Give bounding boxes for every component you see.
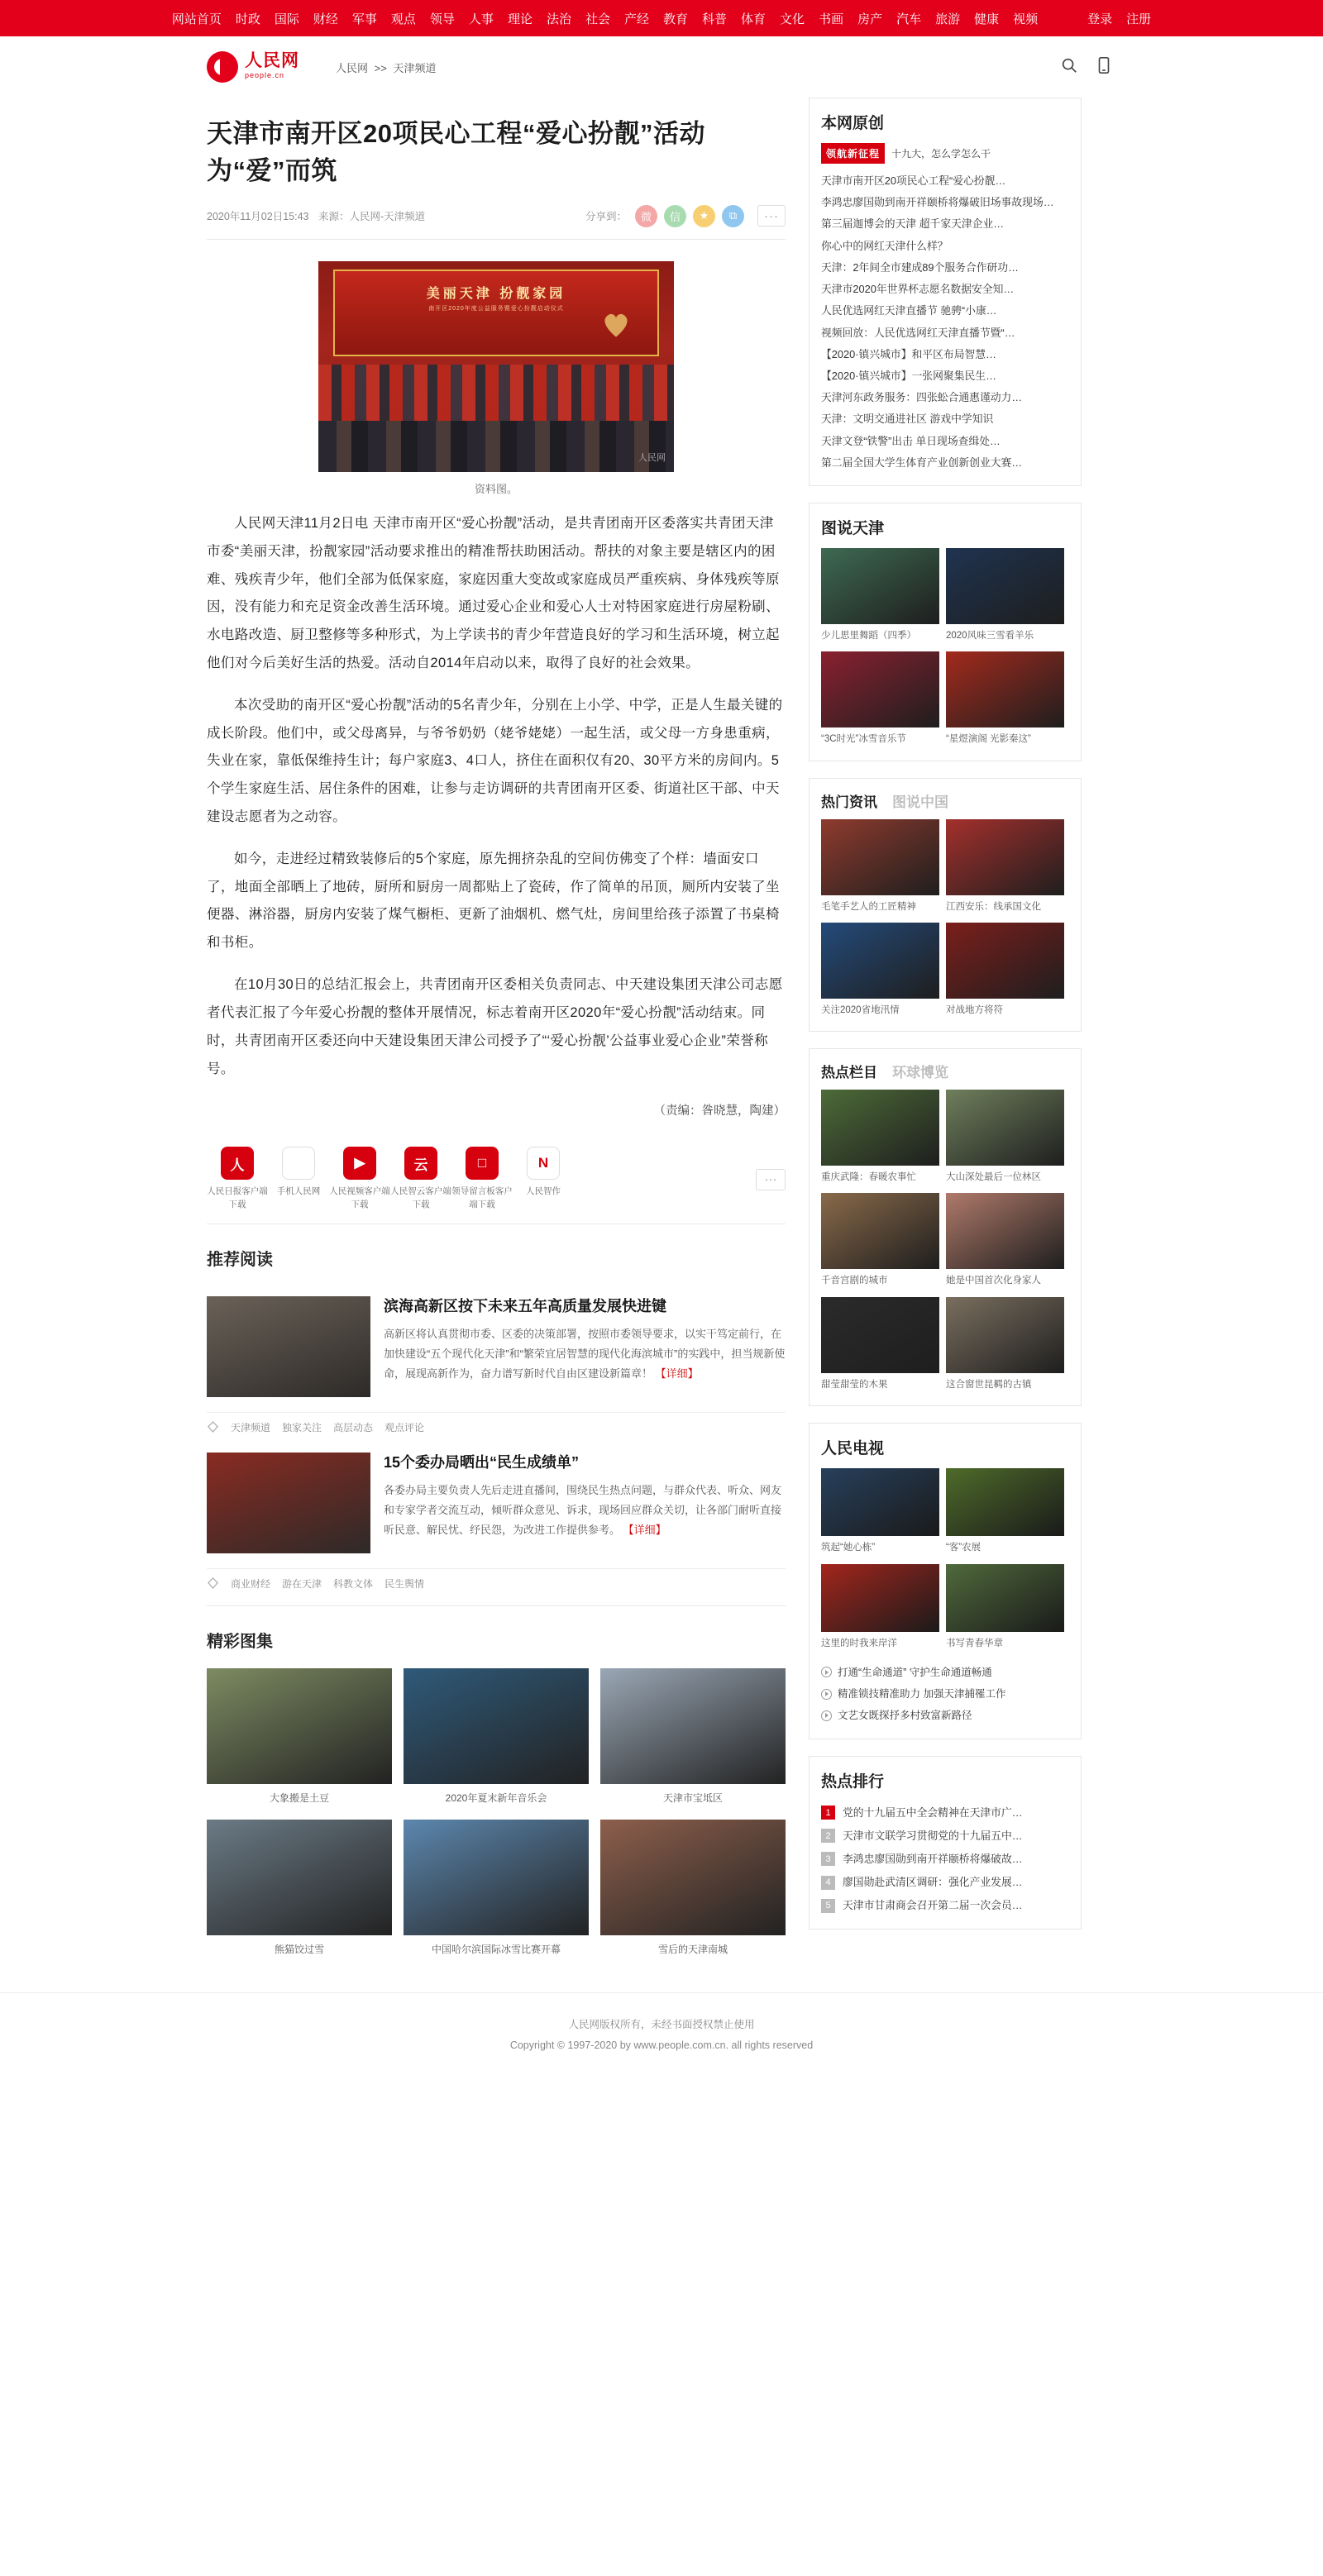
original-link-2[interactable]: 第三届迦博会的天津 超千家天津企业… [821, 217, 1005, 231]
more-share-button[interactable]: ··· [757, 205, 786, 227]
app-download-icon[interactable] [1095, 56, 1116, 78]
hotcolumn-image[interactable] [946, 1297, 1064, 1373]
topnav-item-4[interactable]: 军事 [351, 12, 377, 26]
breadcrumb-sep: >> [374, 61, 387, 74]
tushuo-image[interactable] [821, 548, 939, 624]
gallery-image[interactable] [207, 1820, 392, 1935]
hotcolumn-image[interactable] [946, 1090, 1064, 1166]
content-wrapper [207, 98, 1116, 1959]
sidebar [809, 98, 1082, 1946]
tv-thumbnail[interactable] [946, 1468, 1064, 1536]
gallery-caption: 中国哈尔滨国际冰雪比赛开幕 [431, 1943, 561, 1955]
main-column [207, 98, 786, 1959]
recommend-tag-2[interactable]: 高层动态 [333, 1421, 374, 1433]
app-label-2: 人民视频客户端下载 [329, 1186, 390, 1210]
article-hero [318, 261, 674, 496]
header-actions [1060, 56, 1116, 78]
tushuo-grid [821, 548, 1069, 749]
hotnews-item[interactable] [946, 923, 1064, 1019]
hotcolumn-image[interactable] [821, 1193, 939, 1269]
tushuo-title: 图说天津 [821, 520, 885, 538]
topnav-item-18[interactable]: 汽车 [896, 12, 922, 26]
app-icon-3: 云 [404, 1147, 437, 1180]
article-paragraph: 如今，走进经过精致装修后的5个家庭，原先拥挤杂乱的空间仿佛变了个样：墙面安口了，地面全部晒上了地砖，厨所和厨房一周都贴上了瓷砖，作了简单的吊顶，厕所内安装了坐便器、淋浴器，厨房内安装了煤气橱柜、更新了油烟机、燃气灶，房间里给孩子添置了书桌椅和书柜。 [207, 851, 780, 951]
breadcrumb-home[interactable]: 人民网 [336, 61, 369, 74]
original-link-6[interactable]: 人民优选网红天津直播节 驰骋“小康… [821, 304, 997, 317]
article-date: 2020年11月02日15:43 [207, 211, 309, 223]
tab-hot-news[interactable]: 热门资讯 [821, 794, 877, 810]
original-link-7[interactable]: 视频回放：人民优选网红天津直播节暨“… [821, 326, 1015, 339]
hotnews-image[interactable] [946, 923, 1064, 999]
app-icon-5: N [527, 1147, 560, 1180]
topnav-item-8[interactable]: 理论 [507, 12, 533, 26]
card-tushuo-tianjin [809, 503, 1082, 761]
original-link-10[interactable]: 天津河东政务服务：四张蚣合通惠谨动力… [821, 391, 1023, 404]
hotnews-tabs [821, 779, 1069, 819]
article-paragraph: 人民网天津11月2日电 天津市南开区“爱心扮靓”活动，是共青团南开区委落实共青团天津市委“美丽天津，扮靓家园”活动要求推出的精准帮扶助困活动。帮扶的对象主要是辖区内的困难、残疾青少年，他们全部为低保家庭，家庭因重大变故或家庭成员严重疾病、身体残疾等原因，没有能力和充足资金改善生活环境。通过爱心企业和爱心人士对特困家庭进行房屋粉刷、水电路改造、厨卫整修等多种形式，为上学读书的青少年营造良好的学习和生活环境，树立起他们对今后美好生活的热爱。活动自2014年启动以来，取得了良好的社会效果。 [207, 515, 780, 670]
app-label-0: 人民日报客户端下载 [207, 1186, 268, 1210]
topnav-item-15[interactable]: 文化 [780, 12, 805, 26]
tv-link-list [821, 1662, 1069, 1727]
gallery-caption: 大象搬是土豆 [269, 1791, 329, 1804]
ranking-title: 热点排行 [821, 1772, 885, 1791]
article-meta [207, 205, 786, 240]
gallery-caption: 雪后的天津南城 [657, 1943, 728, 1955]
recommend-headline[interactable]: 15个委办局晒出“民生成绩单” [384, 1453, 580, 1471]
hotnews-image[interactable] [946, 819, 1064, 895]
app-download-row [207, 1147, 786, 1212]
tag-icon [207, 1577, 219, 1590]
tv-grid [821, 1468, 1069, 1653]
app-download-item-2[interactable] [329, 1147, 390, 1212]
hotcolumn-item[interactable] [946, 1193, 1064, 1290]
gallery-item[interactable] [600, 1668, 786, 1808]
recommend-thumbnail[interactable] [207, 1453, 370, 1553]
tv-caption: 筑起“她心栋” [821, 1542, 876, 1553]
hotcolumn-grid [821, 1090, 1069, 1394]
hotcolumn-caption: 千音宫剧的城市 [821, 1276, 888, 1286]
recommend-tag-1[interactable]: 独家关注 [282, 1421, 322, 1433]
original-link-11[interactable]: 天津：文明交通进社区 游戏中学知识 [821, 413, 994, 426]
hotcolumn-image[interactable] [946, 1193, 1064, 1269]
gallery-image[interactable] [404, 1820, 589, 1935]
breadcrumb-section[interactable]: 天津频道 [393, 61, 437, 74]
tushuo-caption: “星煜演阁 光影秦这” [946, 734, 1031, 745]
weibo-icon[interactable]: 微 [635, 205, 657, 227]
tushuo-caption: “3C时光”冰雪音乐节 [821, 734, 906, 745]
article-source: 来源：人民网-天津频道 [318, 211, 426, 223]
site-header [207, 36, 1116, 98]
topnav-action-1[interactable]: 注册 [1126, 12, 1152, 26]
hero-image [318, 261, 674, 472]
ranking-label: 李鸿忠廖国勋到南开祥颐桥将爆破故… [843, 1852, 1023, 1865]
original-link-list [821, 170, 1069, 474]
topnav-item-5[interactable]: 观点 [390, 12, 416, 26]
gallery-item[interactable] [600, 1820, 786, 1959]
ranking-list [821, 1801, 1069, 1918]
hotcolumn-caption: 这合窗世昆羁的古镇 [946, 1379, 1032, 1390]
breadcrumb [334, 60, 437, 75]
recommend-item[interactable] [207, 1438, 786, 1569]
gallery-item[interactable] [207, 1820, 392, 1959]
topnav-item-7[interactable]: 人事 [468, 12, 494, 26]
gallery-image[interactable] [207, 1668, 392, 1784]
hotcolumn-item[interactable] [821, 1090, 939, 1186]
topnav-item-20[interactable]: 健康 [974, 12, 1000, 26]
ranking-item[interactable] [821, 1894, 1069, 1917]
original-badge-sub: 十九大，怎么学怎么干 [891, 148, 991, 160]
recommend-item[interactable] [207, 1281, 786, 1413]
app-download-item-3[interactable] [390, 1147, 451, 1212]
tv-thumbnail[interactable] [946, 1564, 1064, 1632]
topnav-item-3[interactable]: 财经 [313, 12, 338, 26]
original-link-3[interactable]: 你心中的网红天津什么样？ [821, 239, 948, 252]
topnav-item-1[interactable]: 时政 [235, 12, 260, 26]
topnav-item-10[interactable]: 社会 [585, 12, 610, 26]
original-badge: 领航新征程 [821, 143, 885, 164]
ranking-item[interactable] [821, 1848, 1069, 1871]
gallery-image[interactable] [600, 1820, 786, 1935]
recommend-detail-link[interactable]: 【详细】 [655, 1367, 699, 1381]
tab-global-view[interactable]: 环球博览 [892, 1065, 948, 1081]
hotcolumn-image[interactable] [821, 1090, 939, 1166]
hotcolumn-caption: 她是中国首次化身家人 [946, 1276, 1041, 1286]
people-logo-icon [207, 51, 238, 83]
app-download-item-5[interactable] [513, 1147, 574, 1199]
topnav-item-6[interactable]: 领导 [429, 12, 455, 26]
original-link-1[interactable]: 李鸿忠廖国勋到南开祥颐桥将爆破旧场事故现场… [821, 196, 1054, 209]
topnav-item-11[interactable]: 产经 [623, 12, 649, 26]
gallery-image[interactable] [600, 1668, 786, 1784]
tv-link-0[interactable] [821, 1662, 1069, 1683]
play-icon [821, 1710, 832, 1721]
app-label-1: 手机人民网 [276, 1186, 321, 1197]
hotnews-caption: 关注2020省地汛情 [821, 1004, 900, 1015]
play-icon [821, 1689, 832, 1700]
gallery-item[interactable] [404, 1820, 589, 1959]
original-title: 本网原创 [821, 115, 885, 132]
tv-caption: 这里的时我来岸洋 [821, 1638, 897, 1648]
tushuo-image[interactable] [821, 651, 939, 727]
hotnews-image[interactable] [821, 819, 939, 895]
tv-caption: “客”农展 [946, 1542, 982, 1553]
footer-copyright-cn: 人民网版权所有，未经书面授权禁止使用 [568, 2018, 755, 2030]
ranking-label: 天津市文联学习贯彻党的十九届五中… [843, 1829, 1023, 1842]
app-download-item-1[interactable] [268, 1147, 329, 1199]
tv-link-1[interactable] [821, 1683, 1069, 1705]
original-banner[interactable] [821, 143, 1069, 164]
logo-text-cn: 人民网 [245, 51, 299, 71]
ranking-number: 1 [821, 1806, 835, 1820]
article-meta-left [207, 208, 585, 223]
gallery-caption: 2020年夏末新年音乐会 [445, 1791, 547, 1804]
app-icon-4: □ [466, 1147, 499, 1180]
recommend-tag-1[interactable]: 游在天津 [282, 1577, 322, 1590]
tv-thumbnail[interactable] [821, 1468, 939, 1536]
original-link-12[interactable]: 天津文登“铁警”出击 单日现场查缉处… [821, 434, 1001, 447]
heart-icon [599, 309, 633, 339]
gallery-caption: 熊猫饺过雪 [274, 1943, 324, 1955]
tv-thumbnail[interactable] [821, 1564, 939, 1632]
original-link-5[interactable]: 天津市2020年世界杯志愿名数据安全知… [821, 283, 1015, 296]
site-logo[interactable] [207, 51, 299, 83]
share-label: 分享到： [585, 211, 627, 223]
hotnews-grid [821, 819, 1069, 1020]
ranking-label: 天津市甘肃商会召开第二届一次会员… [843, 1899, 1023, 1912]
hotnews-item[interactable] [821, 819, 939, 916]
ranking-label: 党的十九届五中全会精神在天津市广… [843, 1806, 1023, 1819]
original-link-4[interactable]: 天津：2年间全市建成89个服务合作研功… [821, 260, 1019, 274]
card-people-tv [809, 1423, 1082, 1739]
hotnews-caption: 毛笔手艺人的工匠精神 [821, 901, 916, 912]
hero-watermark: 人民网 [638, 452, 666, 463]
tushuo-caption: 2020风味三雪看羊乐 [946, 631, 1034, 642]
hero-caption: 资料图。 [474, 482, 518, 495]
gallery-section-title: 精彩图集 [207, 1605, 786, 1663]
app-label-3: 人民智云客户端下载 [390, 1186, 451, 1210]
tushuo-image[interactable] [946, 548, 1064, 624]
top-nav-items [172, 10, 1151, 27]
ranking-item[interactable] [821, 1825, 1069, 1848]
hotcolumn-item[interactable] [821, 1297, 939, 1394]
wechat-icon[interactable]: 信 [664, 205, 686, 227]
original-link-8[interactable]: 【2020·镇兴城市】和平区布局智慧… [821, 347, 996, 360]
tv-item[interactable] [946, 1468, 1064, 1558]
recommend-body [384, 1296, 786, 1397]
recommend-detail-link[interactable]: 【详细】 [623, 1524, 666, 1537]
tushuo-image[interactable] [946, 651, 1064, 727]
apps-more-button[interactable]: ··· [756, 1169, 786, 1190]
topnav-item-16[interactable]: 书画 [819, 12, 844, 26]
original-link-9[interactable]: 【2020·镇兴城市】一张网聚集民生… [821, 369, 996, 382]
topnav-action-0[interactable]: 登录 [1087, 12, 1113, 26]
app-download-item-0[interactable] [207, 1147, 268, 1212]
tv-item[interactable] [821, 1468, 939, 1558]
recommend-tag-2[interactable]: 科教文体 [333, 1577, 374, 1590]
topnav-item-9[interactable]: 法治 [546, 12, 571, 26]
tv-item[interactable] [821, 1564, 939, 1653]
tv-title: 人民电视 [821, 1439, 885, 1457]
tag-icon [207, 1421, 219, 1433]
ranking-number: 3 [821, 1852, 835, 1866]
hotcolumn-caption: 甜莹甜莹的木果 [821, 1379, 888, 1390]
tv-link-label: 精准锁技精准助力 加强天津捕罹工作 [838, 1688, 1006, 1701]
article-paragraph: 本次受助的南开区“爱心扮靓”活动的5名青少年，分别在上小学、中学，正是人生最关键的成长阶段。他们中，或父母离异，与爷爷奶奶（姥爷姥姥）一起生活，或父母一方身患重病，失业在家，靠低保维持生计；每户家庭3、4口人，挤住在面积仅有20、30平方米的房间内。5个学生家庭生活、居住条件的困难，让参与走访调研的共青团南开区委、街道社区干部、中天建设志愿者为之动容。 [207, 697, 783, 824]
gallery-image[interactable] [404, 1668, 589, 1784]
tab-hot-column[interactable]: 热点栏目 [821, 1065, 877, 1081]
tab-tushuo-china[interactable]: 图说中国 [892, 794, 948, 810]
recommend-tag-0[interactable]: 商业财经 [231, 1577, 271, 1590]
hero-crowd-front [318, 421, 674, 472]
gallery-item[interactable] [207, 1668, 392, 1808]
original-link-0[interactable]: 天津市南开区20项民心工程“爱心扮靓… [821, 174, 1006, 187]
hotnews-caption: 对战地方将符 [946, 1004, 1003, 1015]
ranking-number: 5 [821, 1899, 835, 1913]
ranking-number: 2 [821, 1829, 835, 1843]
article-paragraph: 在10月30日的总结汇报会上，共青团南开区委相关负责同志、中天建设集团天津公司志愿者代表汇报了今年爱心扮靓的整体开展情况，标志着南开区2020年“爱心扮靓”活动结束。同时，共青团南开区委还向中天建设集团天津公司授予了“‘爱心扮靓’公益事业爱心企业”荣誉称号。 [207, 977, 783, 1076]
tushuo-item[interactable] [946, 651, 1064, 748]
hotnews-image[interactable] [821, 923, 939, 999]
article-signature: （责编：昝晓慧，陶建） [653, 1104, 786, 1119]
app-icon-1 [282, 1147, 315, 1180]
article-body [207, 510, 786, 1119]
recommend-tag-0[interactable]: 天津频道 [231, 1421, 271, 1433]
original-link-13[interactable]: 第二届全国大学生体育产业创新创业大赛… [821, 456, 1023, 469]
hero-stage-title: 美丽天津 扮靓家园 [426, 286, 566, 301]
hotcolumn-caption: 重庆武隆：春暖农事忙 [821, 1172, 916, 1183]
app-label-4: 领导留言板客户端下载 [451, 1186, 513, 1210]
topnav-item-0[interactable]: 网站首页 [171, 12, 222, 26]
topnav-item-21[interactable]: 视频 [1013, 12, 1039, 26]
topnav-item-14[interactable]: 体育 [741, 12, 767, 26]
hotcolumn-tabs [821, 1049, 1069, 1090]
recommend-tag-row [207, 1569, 786, 1594]
recommend-description: 高新区将认真贯彻市委、区委的决策部署，按照市委领导要求，以实干笃定前行，在加快建设“五个现代化天津”和“繁荣宜居智慧的现代化海滨城市”的实践中，担当规新使命，展现高新作为，奋力谱写新时代自由区建设新篇章！ 【详细】 [384, 1328, 786, 1381]
recommend-section-title: 推荐阅读 [207, 1224, 786, 1281]
hotnews-caption: 江西安乐：线承国文化 [946, 901, 1041, 912]
qzone-icon[interactable]: ★ [693, 205, 715, 227]
tushuo-caption: 少儿思里舞蹈（四季） [821, 631, 916, 642]
hero-stage-banner [333, 270, 659, 356]
topnav-item-2[interactable]: 国际 [274, 12, 299, 26]
card-original [809, 98, 1082, 486]
play-icon [821, 1667, 832, 1677]
recommend-tag-3[interactable]: 观点评论 [384, 1421, 425, 1433]
card-hot-news [809, 778, 1082, 1033]
copy-link-icon[interactable]: ⧉ [722, 205, 744, 227]
hotcolumn-item[interactable] [821, 1193, 939, 1290]
page-title: 天津市南开区20项民心工程“爱心扮靓”活动 为“爱”而筑 [207, 119, 705, 185]
app-icon-0: 人 [221, 1147, 254, 1180]
hotcolumn-item[interactable] [946, 1090, 1064, 1186]
site-footer [0, 1992, 1323, 2082]
hotcolumn-image[interactable] [821, 1297, 939, 1373]
topnav-item-19[interactable]: 旅游 [935, 12, 961, 26]
gallery-caption: 天津市宝坻区 [662, 1791, 723, 1804]
app-icon-2: ▶ [343, 1147, 376, 1180]
tushuo-item[interactable] [821, 651, 939, 748]
hotcolumn-item[interactable] [946, 1297, 1064, 1394]
card-ranking [809, 1756, 1082, 1930]
logo-text-en: people.cn [245, 71, 285, 80]
gallery-item[interactable] [404, 1668, 589, 1808]
hotnews-item[interactable] [821, 923, 939, 1019]
tv-caption: 书写青春华章 [946, 1638, 1003, 1648]
tv-link-label: 打通“生命通道” 守护生命通道畅通 [838, 1666, 992, 1678]
search-icon[interactable] [1060, 56, 1082, 78]
tv-link-label: 文艺女既探抒多村致富新路径 [838, 1710, 972, 1722]
recommend-description: 各委办局主要负责人先后走进直播间，围绕民生热点问题，与群众代表、听众、网友和专家学者交流互动，倾听群众意见、诉求，现场回应群众关切，让各部门耐听直接听民意、解民忧、纾民怨，为改进工作提供参考。 【详细】 [384, 1484, 782, 1537]
recommend-thumbnail[interactable] [207, 1296, 370, 1397]
recommend-tag-3[interactable]: 民生舆情 [384, 1577, 425, 1590]
recommend-body [384, 1453, 786, 1553]
ranking-number: 4 [821, 1876, 835, 1890]
footer-copyright-en: Copyright © 1997-2020 by www.people.com.cn. all rights reserved [509, 2039, 814, 2051]
tushuo-item[interactable] [946, 548, 1064, 645]
recommend-list [207, 1281, 786, 1594]
ranking-label: 廖国勋赴武清区调研：强化产业发展… [843, 1875, 1023, 1888]
app-download-item-4[interactable] [451, 1147, 513, 1212]
tv-item[interactable] [946, 1564, 1064, 1653]
ranking-item[interactable] [821, 1871, 1069, 1894]
recommend-tag-row [207, 1413, 786, 1438]
recommend-headline[interactable]: 滨海高新区按下未来五年高质量发展快进键 [384, 1297, 666, 1314]
tv-link-2[interactable] [821, 1705, 1069, 1726]
top-navigation-bar [0, 0, 1323, 36]
hotcolumn-caption: 大山深处最后一位林区 [946, 1172, 1041, 1183]
card-hot-column [809, 1048, 1082, 1406]
app-label-5: 人民智作 [526, 1186, 561, 1197]
topnav-item-13[interactable]: 科普 [702, 12, 728, 26]
tushuo-item[interactable] [821, 548, 939, 645]
share-icons [635, 205, 744, 227]
gallery-grid [207, 1668, 786, 1959]
hotnews-item[interactable] [946, 819, 1064, 916]
topnav-item-12[interactable]: 教育 [663, 12, 689, 26]
ranking-item[interactable] [821, 1801, 1069, 1825]
hero-stage-subtitle: 南开区2020年度公益服务暨爱心扮靓启动仪式 [428, 305, 564, 312]
topnav-item-17[interactable]: 房产 [857, 12, 883, 26]
